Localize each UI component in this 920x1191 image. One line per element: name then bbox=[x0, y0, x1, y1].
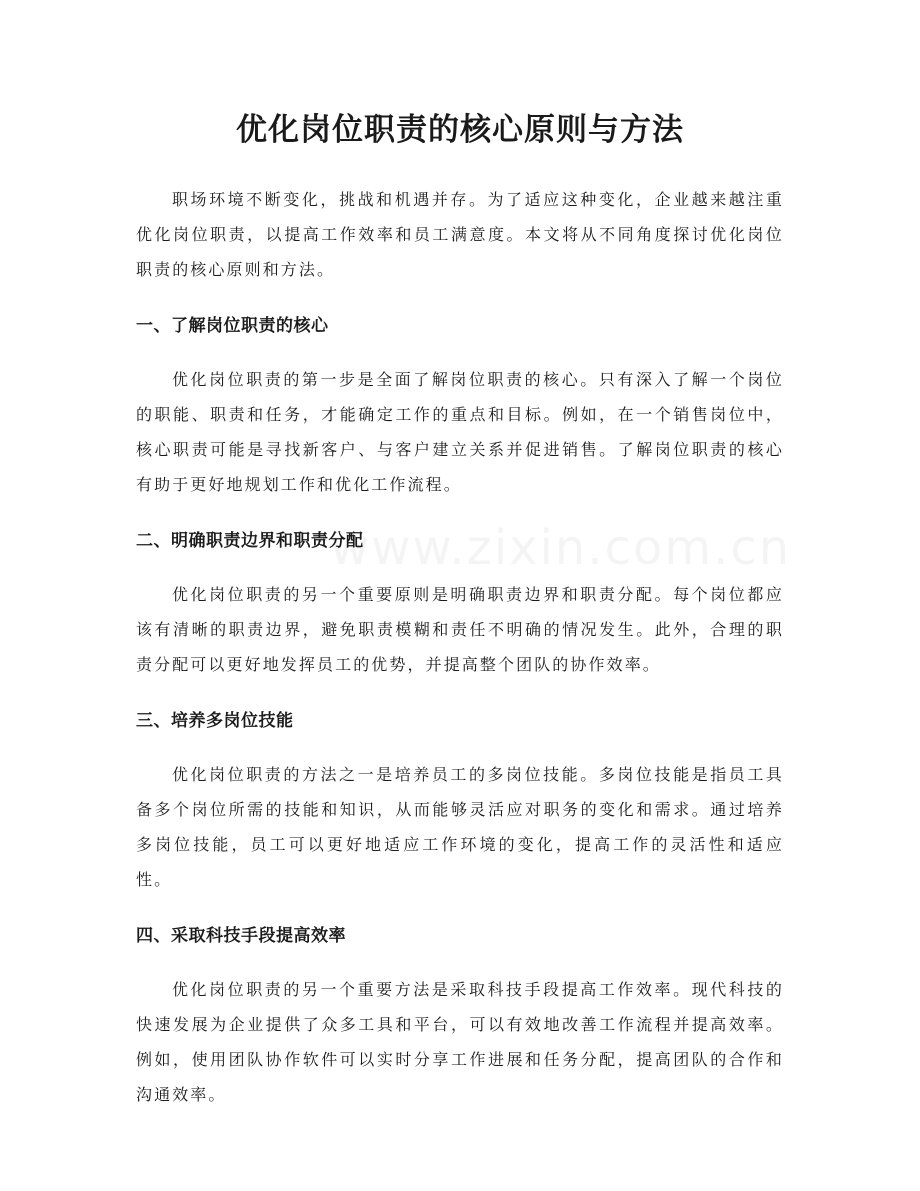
page-title: 优化岗位职责的核心原则与方法 bbox=[236, 112, 684, 148]
section-heading: 一、了解岗位职责的核心 bbox=[136, 316, 329, 336]
section-1 bbox=[136, 309, 784, 502]
intro-paragraph: 职场环境不断变化，挑战和机遇并存。为了适应这种变化，企业越来越注重优化岗位职责，以提高工作效率和员工满意度。本文将从不同角度探讨优化岗位职责的核心原则和方法。 bbox=[136, 190, 784, 279]
section-3 bbox=[136, 704, 784, 897]
document-body bbox=[136, 182, 784, 1112]
section-paragraph: 优化岗位职责的第一步是全面了解岗位职责的核心。只有深入了解一个岗位的职能、职责和任务，才能确定工作的重点和目标。例如，在一个销售岗位中，核心职责可能是寻找新客户、与客户建立关系并促进销售。了解岗位职责的核心有助于更好地规划工作和优化工作流程。 bbox=[136, 370, 784, 494]
section-heading: 三、培养多岗位技能 bbox=[136, 711, 294, 731]
section-paragraph: 优化岗位职责的另一个重要方法是采取科技手段提高工作效率。现代科技的快速发展为企业提供了众多工具和平台，可以有效地改善工作流程并提高效率。例如，使用团队协作软件可以实时分享工作进展和任务分配，提高团队的合作和沟通效率。 bbox=[136, 980, 784, 1104]
section-heading: 二、明确职责边界和职责分配 bbox=[136, 531, 364, 551]
section-4 bbox=[136, 919, 784, 1112]
section-paragraph: 优化岗位职责的另一个重要原则是明确职责边界和职责分配。每个岗位都应该有清晰的职责边界，避免职责模糊和责任不明确的情况发生。此外，合理的职责分配可以更好地发挥员工的优势，并提高整个团队的协作效率。 bbox=[136, 585, 784, 674]
section-heading: 四、采取科技手段提高效率 bbox=[136, 926, 346, 946]
section-2 bbox=[136, 524, 784, 682]
section-paragraph: 优化岗位职责的方法之一是培养员工的多岗位技能。多岗位技能是指员工具备多个岗位所需的技能和知识，从而能够灵活应对职务的变化和需求。通过培养多岗位技能，员工可以更好地适应工作环境的变化，提高工作的灵活性和适应性。 bbox=[136, 765, 784, 889]
